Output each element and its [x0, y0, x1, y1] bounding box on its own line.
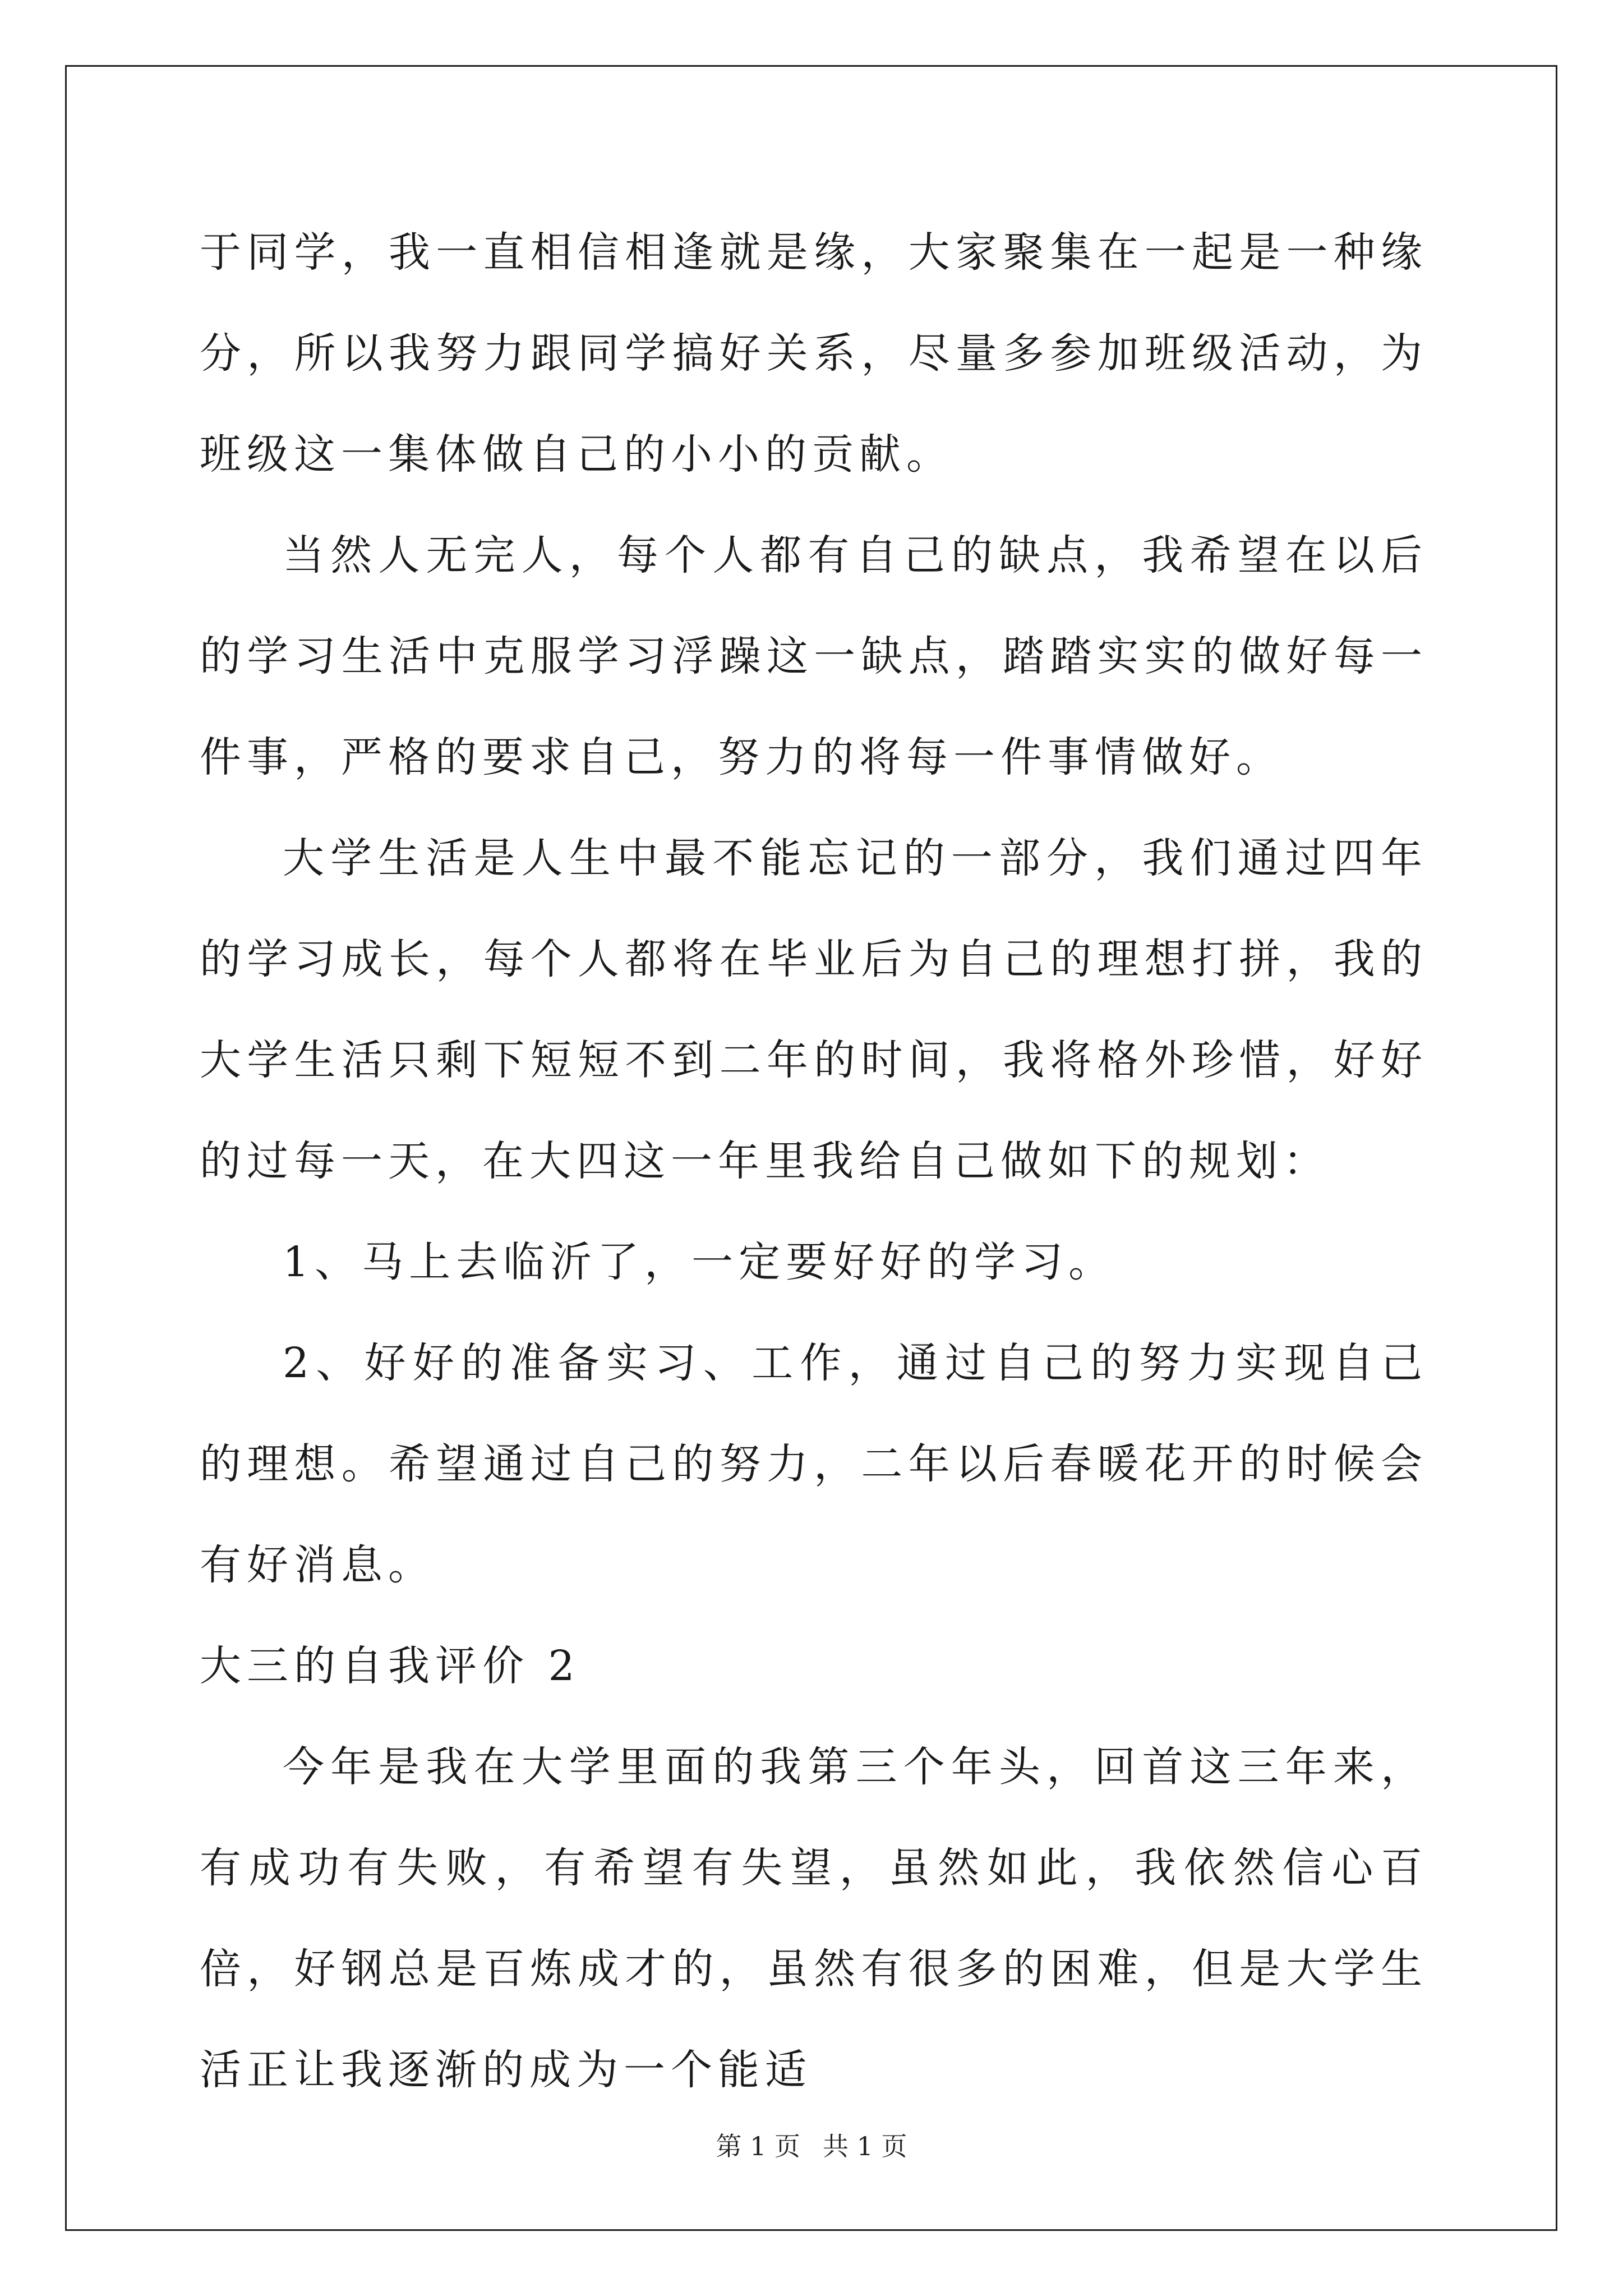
page-number: 第 1 页 — [716, 2131, 800, 2161]
paragraph: 当然人无完人，每个人都有自己的缺点，我希望在以后的学习生活中克服学习浮躁这一缺点，踏踏实实的做好每一件事，严格的要求自己，努力的将每一件事情做好。 — [200, 531, 1428, 781]
paragraph: 今年是我在大学里面的我第三个年头，回首这三年来，有成功有失败，有希望有失望，虽然如此，我依然信心百倍，好钢总是百炼成才的，虽然有很多的困难，但是大学生活正让我逐渐的成为一个能适 — [200, 1743, 1428, 2094]
list-item-2: 2、好好的准备实习、工作，通过自己的努力实现自己的理想。希望通过自己的努力，二年以后春暖花开的时候会有好消息。 — [200, 1339, 1428, 1589]
page-footer — [0, 2126, 1623, 2163]
document-body — [200, 202, 1428, 2120]
paragraph: 于同学，我一直相信相逢就是缘，大家聚集在一起是一种缘分，所以我努力跟同学搞好关系，尽量多参加班级活动，为班级这一集体做自己的小小的贡献。 — [200, 228, 1428, 478]
section-heading: 大三的自我评价 2 — [200, 1642, 580, 1690]
page-total: 共 1 页 — [823, 2131, 907, 2161]
paragraph: 大学生活是人生中最不能忘记的一部分，我们通过四年的学习成长，每个人都将在毕业后为自己的理想打拼，我的大学生活只剩下短短不到二年的时间，我将格外珍惜，好好的过每一天，在大四这一年里我给自己做如下的规划： — [200, 834, 1428, 1185]
list-item-1: 1、马上去临沂了，一定要好好的学习。 — [283, 1238, 1116, 1286]
